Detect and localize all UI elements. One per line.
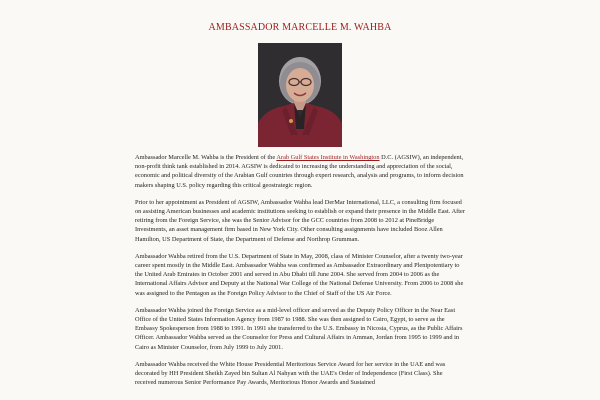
biography bbox=[135, 153, 465, 395]
bio-paragraph-5: Ambassador Wahba received the White House Presidential Meritorious Service Award for her service in the UAE and was decorated by HH President Sheikh Zayed bin Sultan Al Nahyan with the UAE's Order of Independence (First Class). She received numerous Senior Performance Pay Awards, Meritorious Honor Awards and Sustained bbox=[135, 360, 446, 387]
page-title: AMBASSADOR MARCELLE M. WAHBA bbox=[208, 22, 392, 33]
agsiw-link[interactable]: Arab Gulf States Institute in Washington bbox=[276, 154, 380, 161]
bio-paragraph-3: Ambassador Wahba retired from the U.S. Department of State in May, 2008, class of Minister Counselor, after a twenty two-year career spent mostly in the Middle East. Ambassador Wahba was confirmed as Ambassador Extraordinary and Plenipotentiary to the United Arab Emirates in October 2001 and served in Abu Dhabi till June 2004. She served from 2004 to 2006 as the International Affairs Advisor and Deputy at the National War College of the National Defense University. From 2006 to 2008 she was assigned to the Pentagon as the Foreign Policy Advisor to the Chief of Staff of the US Air Force. bbox=[135, 252, 464, 297]
portrait-photo bbox=[258, 43, 342, 147]
bio-paragraph-1-lead: Ambassador Marcelle M. Wahba is the President of the bbox=[135, 154, 277, 161]
bio-paragraph-1 bbox=[135, 153, 465, 190]
bio-paragraph-2: Prior to her appointment as President of AGSIW, Ambassador Wahba lead DerMar International, LLC, a consulting firm focused on assisting American businesses and academic institutions seeking to establish or expand their presence in the Middle East. After retiring from the Foreign Service, she was the Senior Advisor for the GCC countries from 2008 to 2012 at PineBridge Investments, an asset management firm based in New York City. Other consulting assignments have included Booz Allen Hamilton, US Department of State, the Department of Defense and Northrop Grumman. bbox=[135, 198, 465, 243]
bio-paragraph-1-rest: D.C. (AGSIW), an independent, non-profit think tank established in 2014. AGSIW is dedicated to increasing the understanding and appreciation of the social, economic and political diversity of the Arabian Gulf countries through expert research, analysis and programs, to inform decision makers shaping U.S. policy regarding this critical geostrategic region. bbox=[135, 154, 464, 189]
portrait-image bbox=[258, 43, 342, 147]
bio-paragraph-4: Ambassador Wahba joined the Foreign Service as a mid-level officer and served as the Deputy Policy Officer in the Near East Office of the United States Information Agency from 1987 to 1988. She was then assigned to Cairo, Egypt, to serve as the Embassy Spokesperson from 1988 to 1991. In 1991 she transferred to the U.S. Embassy in Nicosia, Cyprus, as the Public Affairs Officer. Ambassador Wahba served as the Counselor for Press and Cultural Affairs in Amman, Jordan from 1995 to 1999 and in Cairo as Minister Counselor, from July 1999 to July 2001. bbox=[135, 306, 463, 351]
